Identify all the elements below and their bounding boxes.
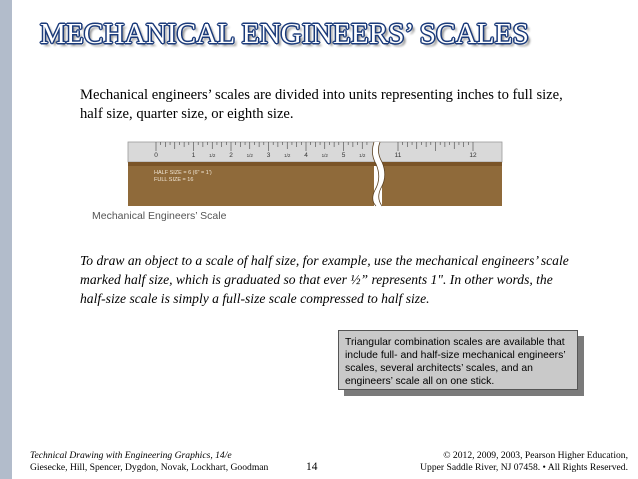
tick-label: 4 (304, 152, 308, 159)
tick-label: 11 (394, 152, 402, 159)
fraction-label: 1/2 (284, 153, 291, 158)
footer-copyright-line2: Upper Saddle River, NJ 07458. • All Rights Reserved. (420, 462, 628, 473)
page-number: 14 (306, 461, 318, 473)
footer-copyright (408, 450, 628, 474)
scale-body-bevel (128, 162, 502, 166)
figure-caption: Mechanical Engineers’ Scale (92, 210, 227, 222)
left-accent-bar (0, 0, 12, 479)
scale-label-line1: HALF SIZE = 6 (6" = 1') (154, 170, 212, 176)
intro-paragraph: Mechanical engineers’ scales are divided into units representing inches to full size, half size, quarter size, or eighth size. (80, 87, 563, 122)
fraction-label: 1/2 (209, 153, 216, 158)
callout-box: Triangular combination scales are available that include full- and half-size mechanical engineers’ scales, several architects’ scales, and an engineers’ scale all on one stick. (338, 330, 578, 390)
example-paragraph: To draw an object to a scale of half size, for example, use the mechanical engineers’ scale marked half size, which is graduated so that ever ½” represents 1". In other words, the half-size scale is simply a full-size scale compressed to half size. (80, 253, 569, 306)
slide-title: MECHANICAL ENGINEERS’ SCALES (40, 18, 529, 50)
scale-label-line2: FULL SIZE = 16 (154, 177, 194, 183)
tick-label: 1 (191, 152, 196, 159)
fraction-label: 1/2 (321, 153, 328, 158)
footer-book-title: Technical Drawing with Engineering Graphics, 14/e (30, 450, 232, 461)
fraction-label: 1/2 (246, 153, 253, 158)
fraction-label: 1/2 (359, 153, 366, 158)
footer-citation (30, 450, 268, 474)
tick-label: 3 (266, 152, 271, 159)
tick-label: 12 (469, 152, 477, 159)
tick-label: 0 (154, 152, 158, 159)
scale-body-right (382, 162, 502, 206)
footer-authors: Giesecke, Hill, Spencer, Dygdon, Novak, Lockhart, Goodman (30, 462, 269, 473)
footer-copyright-line1: © 2012, 2009, 2003, Pearson Higher Education, (443, 450, 628, 461)
scale-body-left (128, 162, 374, 206)
tick-label: 5 (341, 152, 346, 159)
tick-label: 2 (229, 152, 233, 159)
